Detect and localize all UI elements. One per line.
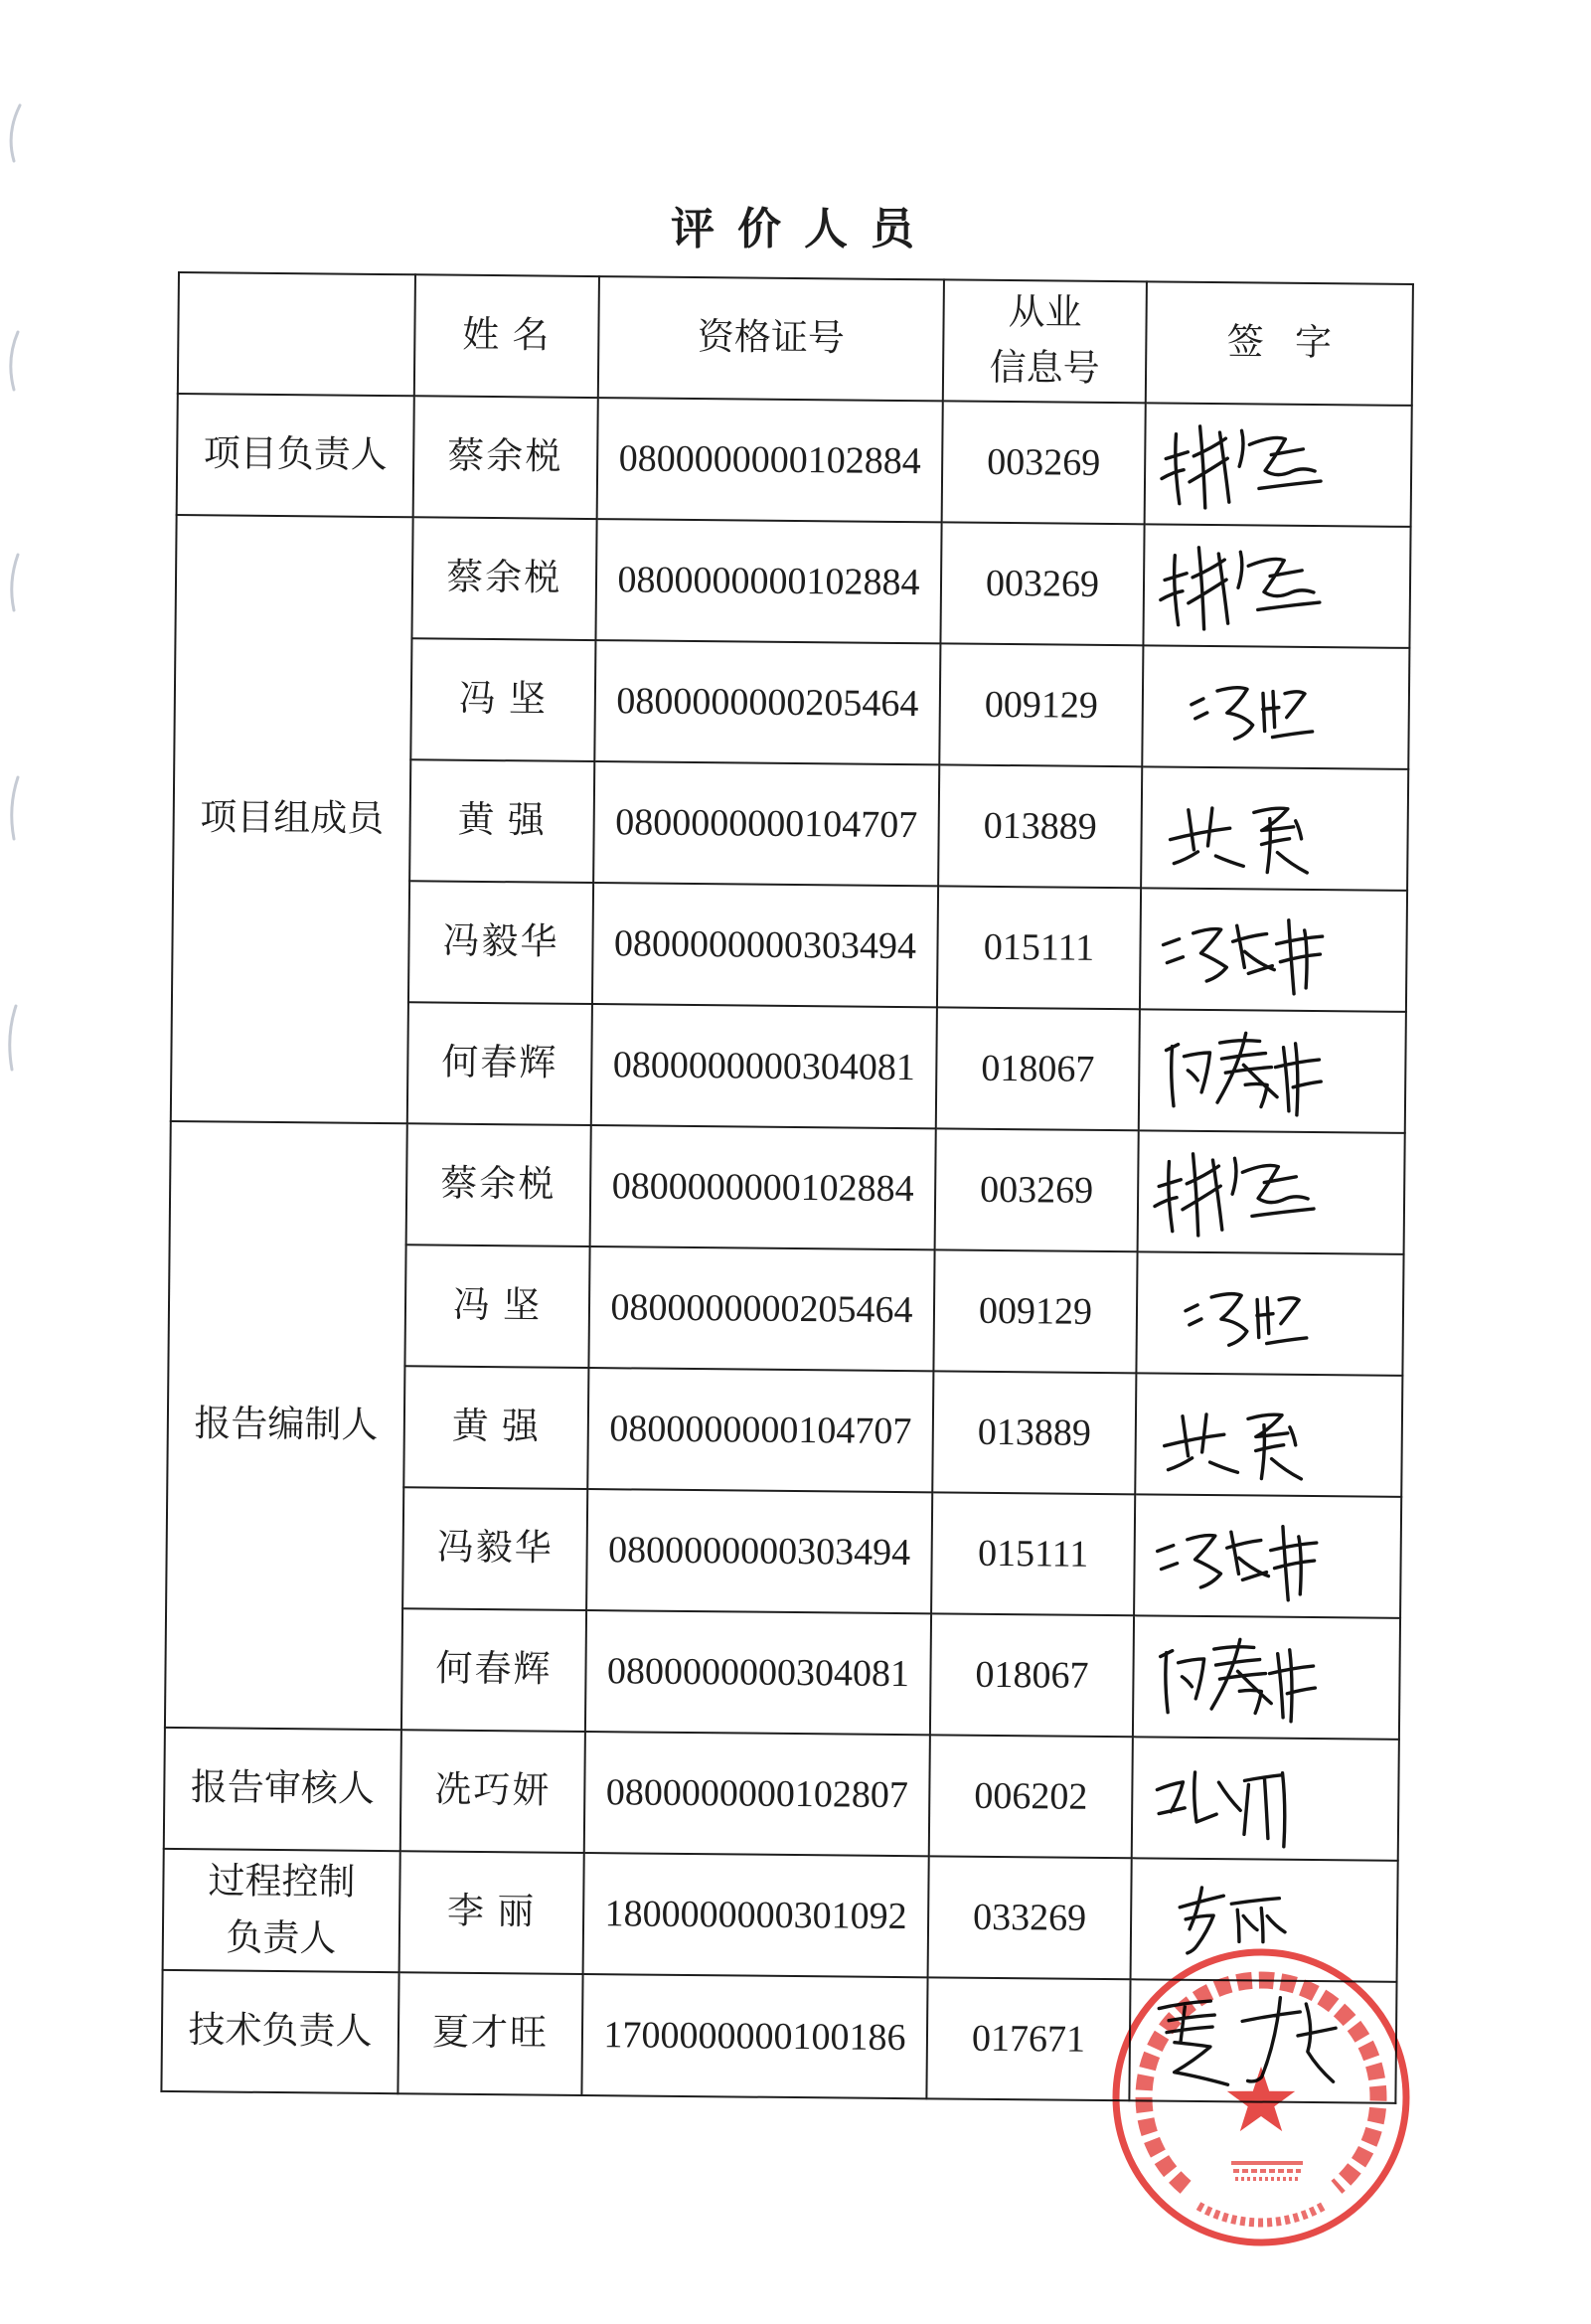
practice-info-number: 013889 bbox=[932, 1371, 1136, 1494]
qualification-cert-number: 0800000000102884 bbox=[595, 519, 941, 643]
practice-info-number: 017671 bbox=[926, 1977, 1130, 2100]
practice-info-number: 018067 bbox=[936, 1007, 1140, 1130]
page-title: 评 价 人 员 bbox=[671, 205, 920, 253]
signature-cell bbox=[1141, 766, 1408, 891]
person-name: 李 丽 bbox=[399, 1851, 584, 1974]
scan-mark bbox=[12, 555, 18, 610]
role-label: 报告审核人 bbox=[164, 1728, 401, 1851]
header-signature: 签 字 bbox=[1146, 281, 1413, 406]
handwritten-signature bbox=[1141, 1738, 1390, 1859]
qualification-cert-number: 0800000000303494 bbox=[592, 883, 938, 1007]
handwritten-signature bbox=[1150, 767, 1399, 889]
practice-info-number: 009129 bbox=[933, 1249, 1137, 1373]
practice-info-number: 003269 bbox=[942, 401, 1146, 524]
handwritten-signature bbox=[1151, 646, 1400, 767]
signature-cell bbox=[1134, 1494, 1401, 1618]
qualification-cert-number: 1700000000100186 bbox=[581, 1974, 927, 2098]
role-label: 技术负责人 bbox=[161, 1970, 398, 2093]
qualification-cert-number: 0800000000304081 bbox=[585, 1610, 931, 1735]
person-name: 冯毅华 bbox=[402, 1487, 587, 1610]
scan-mark bbox=[11, 332, 18, 390]
person-name: 黄 强 bbox=[403, 1366, 588, 1489]
qualification-cert-number: 1800000000301092 bbox=[583, 1853, 929, 1977]
signature-cell bbox=[1133, 1615, 1400, 1740]
practice-info-number: 003269 bbox=[935, 1128, 1139, 1251]
practice-info-number: 018067 bbox=[930, 1613, 1134, 1737]
table-row bbox=[164, 1728, 1399, 1861]
practice-info-number: 033269 bbox=[928, 1856, 1132, 1979]
practice-info-number: 009129 bbox=[939, 643, 1143, 766]
header-cert-no: 资格证号 bbox=[598, 276, 944, 401]
signature-cell bbox=[1143, 524, 1410, 648]
qualification-cert-number: 0800000000102807 bbox=[584, 1732, 930, 1856]
handwritten-signature bbox=[1142, 1616, 1391, 1738]
signature-cell bbox=[1138, 1130, 1405, 1254]
signature-cell bbox=[1140, 888, 1407, 1012]
handwritten-signature bbox=[1152, 525, 1401, 646]
person-name: 冯毅华 bbox=[408, 881, 593, 1004]
qualification-cert-number: 0800000000304081 bbox=[591, 1004, 937, 1128]
handwritten-signature bbox=[1148, 1010, 1397, 1131]
handwritten-signature bbox=[1154, 404, 1403, 525]
signature-cell bbox=[1132, 1737, 1399, 1861]
practice-info-number: 015111 bbox=[931, 1492, 1135, 1615]
scan-edge-marks bbox=[0, 0, 44, 1113]
role-label: 项目组成员 bbox=[171, 515, 413, 1123]
signature-cell bbox=[1142, 645, 1409, 769]
signature-cell bbox=[1135, 1373, 1402, 1497]
handwritten-signature bbox=[1145, 1252, 1394, 1374]
qualification-cert-number: 0800000000104707 bbox=[593, 761, 939, 886]
qualification-cert-number: 0800000000205464 bbox=[588, 1246, 934, 1371]
seal-star-icon bbox=[1227, 2067, 1295, 2131]
scan-mark bbox=[11, 105, 20, 161]
person-name: 何春辉 bbox=[401, 1608, 586, 1732]
signature-cell bbox=[1139, 1009, 1406, 1133]
person-name: 黄 强 bbox=[409, 759, 594, 883]
seal-number-arc bbox=[1198, 2206, 1324, 2223]
person-name: 冼巧妍 bbox=[400, 1730, 585, 1853]
company-seal bbox=[1102, 1938, 1420, 2256]
role-label: 过程控制 负责人 bbox=[163, 1849, 400, 1972]
person-name: 蔡余棁 bbox=[406, 1123, 591, 1246]
personnel-table-wrapper bbox=[160, 271, 1412, 2104]
handwritten-signature bbox=[1144, 1374, 1393, 1495]
role-label: 报告编制人 bbox=[165, 1121, 407, 1730]
practice-info-number: 015111 bbox=[937, 886, 1141, 1009]
scan-mark bbox=[10, 1006, 16, 1070]
personnel-table bbox=[160, 271, 1414, 2104]
practice-info-number: 003269 bbox=[940, 522, 1144, 645]
person-name: 蔡余棁 bbox=[411, 517, 596, 640]
scan-mark bbox=[12, 777, 18, 839]
signature-cell bbox=[1145, 403, 1412, 527]
person-name: 冯 坚 bbox=[404, 1245, 589, 1368]
person-name: 夏才旺 bbox=[398, 1972, 582, 2095]
qualification-cert-number: 0800000000102884 bbox=[597, 398, 943, 522]
practice-info-number: 006202 bbox=[929, 1735, 1133, 1858]
table-row bbox=[170, 1121, 1405, 1254]
qualification-cert-number: 0800000000104707 bbox=[587, 1368, 933, 1492]
table-header-row bbox=[178, 272, 1413, 406]
handwritten-signature bbox=[1147, 1131, 1396, 1252]
person-name: 何春辉 bbox=[407, 1002, 592, 1125]
practice-info-number: 013889 bbox=[938, 764, 1142, 888]
person-name: 冯 坚 bbox=[410, 638, 595, 761]
qualification-cert-number: 0800000000303494 bbox=[586, 1489, 932, 1613]
person-name: 蔡余棁 bbox=[413, 396, 598, 519]
header-name: 姓 名 bbox=[414, 274, 599, 398]
table-row bbox=[177, 394, 1412, 527]
handwritten-signature bbox=[1149, 889, 1398, 1010]
header-blank bbox=[178, 272, 415, 396]
qualification-cert-number: 0800000000102884 bbox=[590, 1125, 936, 1249]
header-info-no: 从业 信息号 bbox=[943, 279, 1147, 403]
seal-code-block bbox=[1231, 2163, 1303, 2179]
qualification-cert-number: 0800000000205464 bbox=[594, 640, 940, 764]
role-label: 项目负责人 bbox=[177, 394, 414, 517]
signature-cell bbox=[1136, 1251, 1403, 1376]
table-row bbox=[175, 515, 1410, 648]
handwritten-signature bbox=[1143, 1495, 1392, 1616]
